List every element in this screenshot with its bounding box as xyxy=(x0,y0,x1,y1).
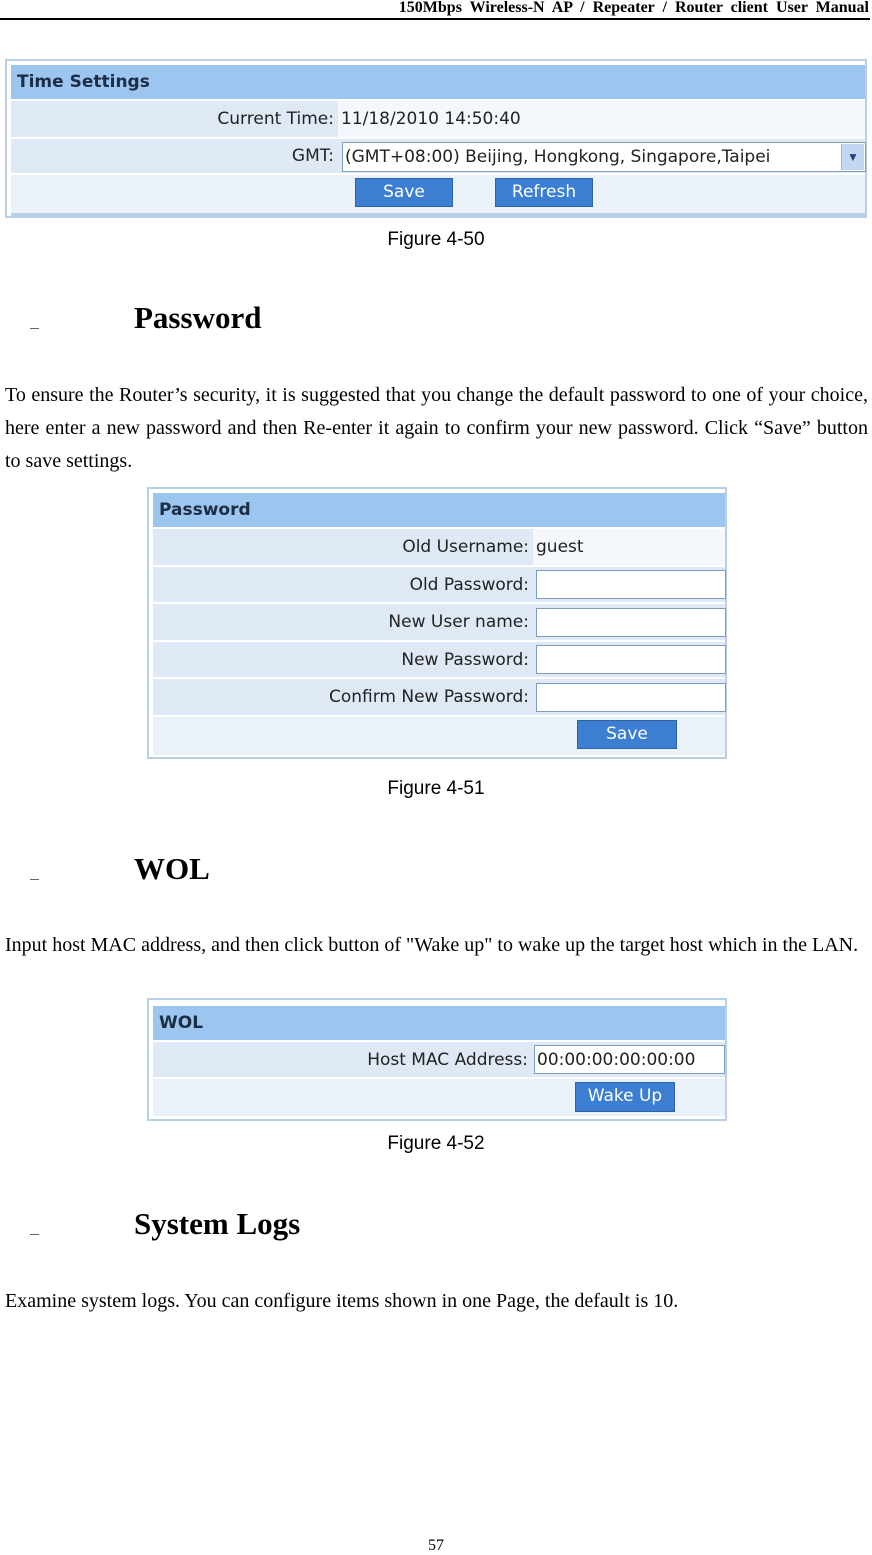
manual-title: 150Mbps Wireless-N AP / Repeater / Router client User Manual xyxy=(398,0,869,16)
figure-caption: Figure 4-50 xyxy=(387,229,485,250)
password-paragraph: To ensure the Router’s security, it is suggested that you change the default password to one of your choice, here enter a new password and then Re-enter it again to confirm your new password. Click “Save” button to save settings. xyxy=(5,384,868,472)
new-username-input[interactable] xyxy=(536,608,726,637)
new-username-label: New User name: xyxy=(388,612,529,632)
time-settings-bottom-bar xyxy=(11,213,865,216)
new-password-row xyxy=(153,642,725,679)
section-bullet xyxy=(30,879,39,880)
wol-button-row xyxy=(153,1079,725,1116)
new-password-input[interactable] xyxy=(536,645,726,674)
time-settings-titlebar xyxy=(11,65,865,99)
old-password-label: Old Password: xyxy=(409,574,529,595)
host-mac-label: Host MAC Address: xyxy=(367,1049,528,1070)
old-password-input[interactable] xyxy=(536,570,726,599)
section-bullet xyxy=(30,328,39,329)
password-panel xyxy=(147,487,727,759)
old-username-row xyxy=(153,529,725,567)
host-mac-input[interactable] xyxy=(534,1045,725,1074)
time-settings-button-row xyxy=(11,175,865,213)
confirm-password-label: Confirm New Password: xyxy=(328,687,529,707)
old-username-value: guest xyxy=(536,537,584,557)
wol-titlebar xyxy=(153,1006,725,1040)
old-password-row xyxy=(153,567,725,604)
password-titlebar xyxy=(153,493,725,527)
wol-panel xyxy=(147,998,727,1121)
gmt-row xyxy=(11,139,865,175)
confirm-password-row xyxy=(153,679,725,717)
old-username-value-cell xyxy=(533,529,725,565)
old-username-label: Old Username: xyxy=(402,537,529,557)
chevron-down-icon[interactable]: ▼ xyxy=(841,144,864,170)
save-button[interactable]: Save xyxy=(355,178,453,207)
header-rule xyxy=(0,18,870,20)
section-heading-system-logs: System Logs xyxy=(134,1206,301,1241)
current-time-label: Current Time: xyxy=(217,109,334,129)
host-mac-value: 00:00:00:00:00:00 xyxy=(537,1049,696,1070)
current-time-value-cell xyxy=(338,101,865,137)
section-heading-wol: WOL xyxy=(134,851,210,886)
host-mac-row xyxy=(153,1042,725,1079)
new-password-label: New Password: xyxy=(401,649,529,670)
section-heading-password: Password xyxy=(134,300,262,335)
time-settings-panel xyxy=(5,59,867,218)
wol-paragraph: Input host MAC address, and then click button of "Wake up" to wake up the target host which in the LAN. xyxy=(5,934,859,956)
wol-panel-title: WOL xyxy=(159,1013,204,1033)
time-settings-title: Time Settings xyxy=(17,72,150,92)
gmt-label: GMT: xyxy=(291,146,334,166)
gmt-selected-value: (GMT+08:00) Beijing, Hongkong, Singapore,Taipei xyxy=(345,147,771,167)
refresh-button[interactable]: Refresh xyxy=(495,178,593,207)
password-panel-title: Password xyxy=(159,500,251,520)
confirm-password-input[interactable] xyxy=(536,683,726,712)
page-header xyxy=(0,0,872,18)
system-logs-paragraph: Examine system logs. You can configure items shown in one Page, the default is 10. xyxy=(5,1290,679,1312)
password-button-row xyxy=(153,717,725,755)
save-button[interactable]: Save xyxy=(577,720,677,749)
section-bullet xyxy=(30,1234,39,1235)
page-number: 57 xyxy=(428,1537,444,1554)
new-username-row xyxy=(153,604,725,642)
figure-caption: Figure 4-52 xyxy=(387,1133,485,1154)
wake-up-button[interactable]: Wake Up xyxy=(575,1082,675,1112)
current-time-value: 11/18/2010 14:50:40 xyxy=(341,109,521,129)
current-time-row xyxy=(11,101,865,139)
gmt-select[interactable] xyxy=(342,142,866,172)
figure-caption: Figure 4-51 xyxy=(387,778,485,799)
